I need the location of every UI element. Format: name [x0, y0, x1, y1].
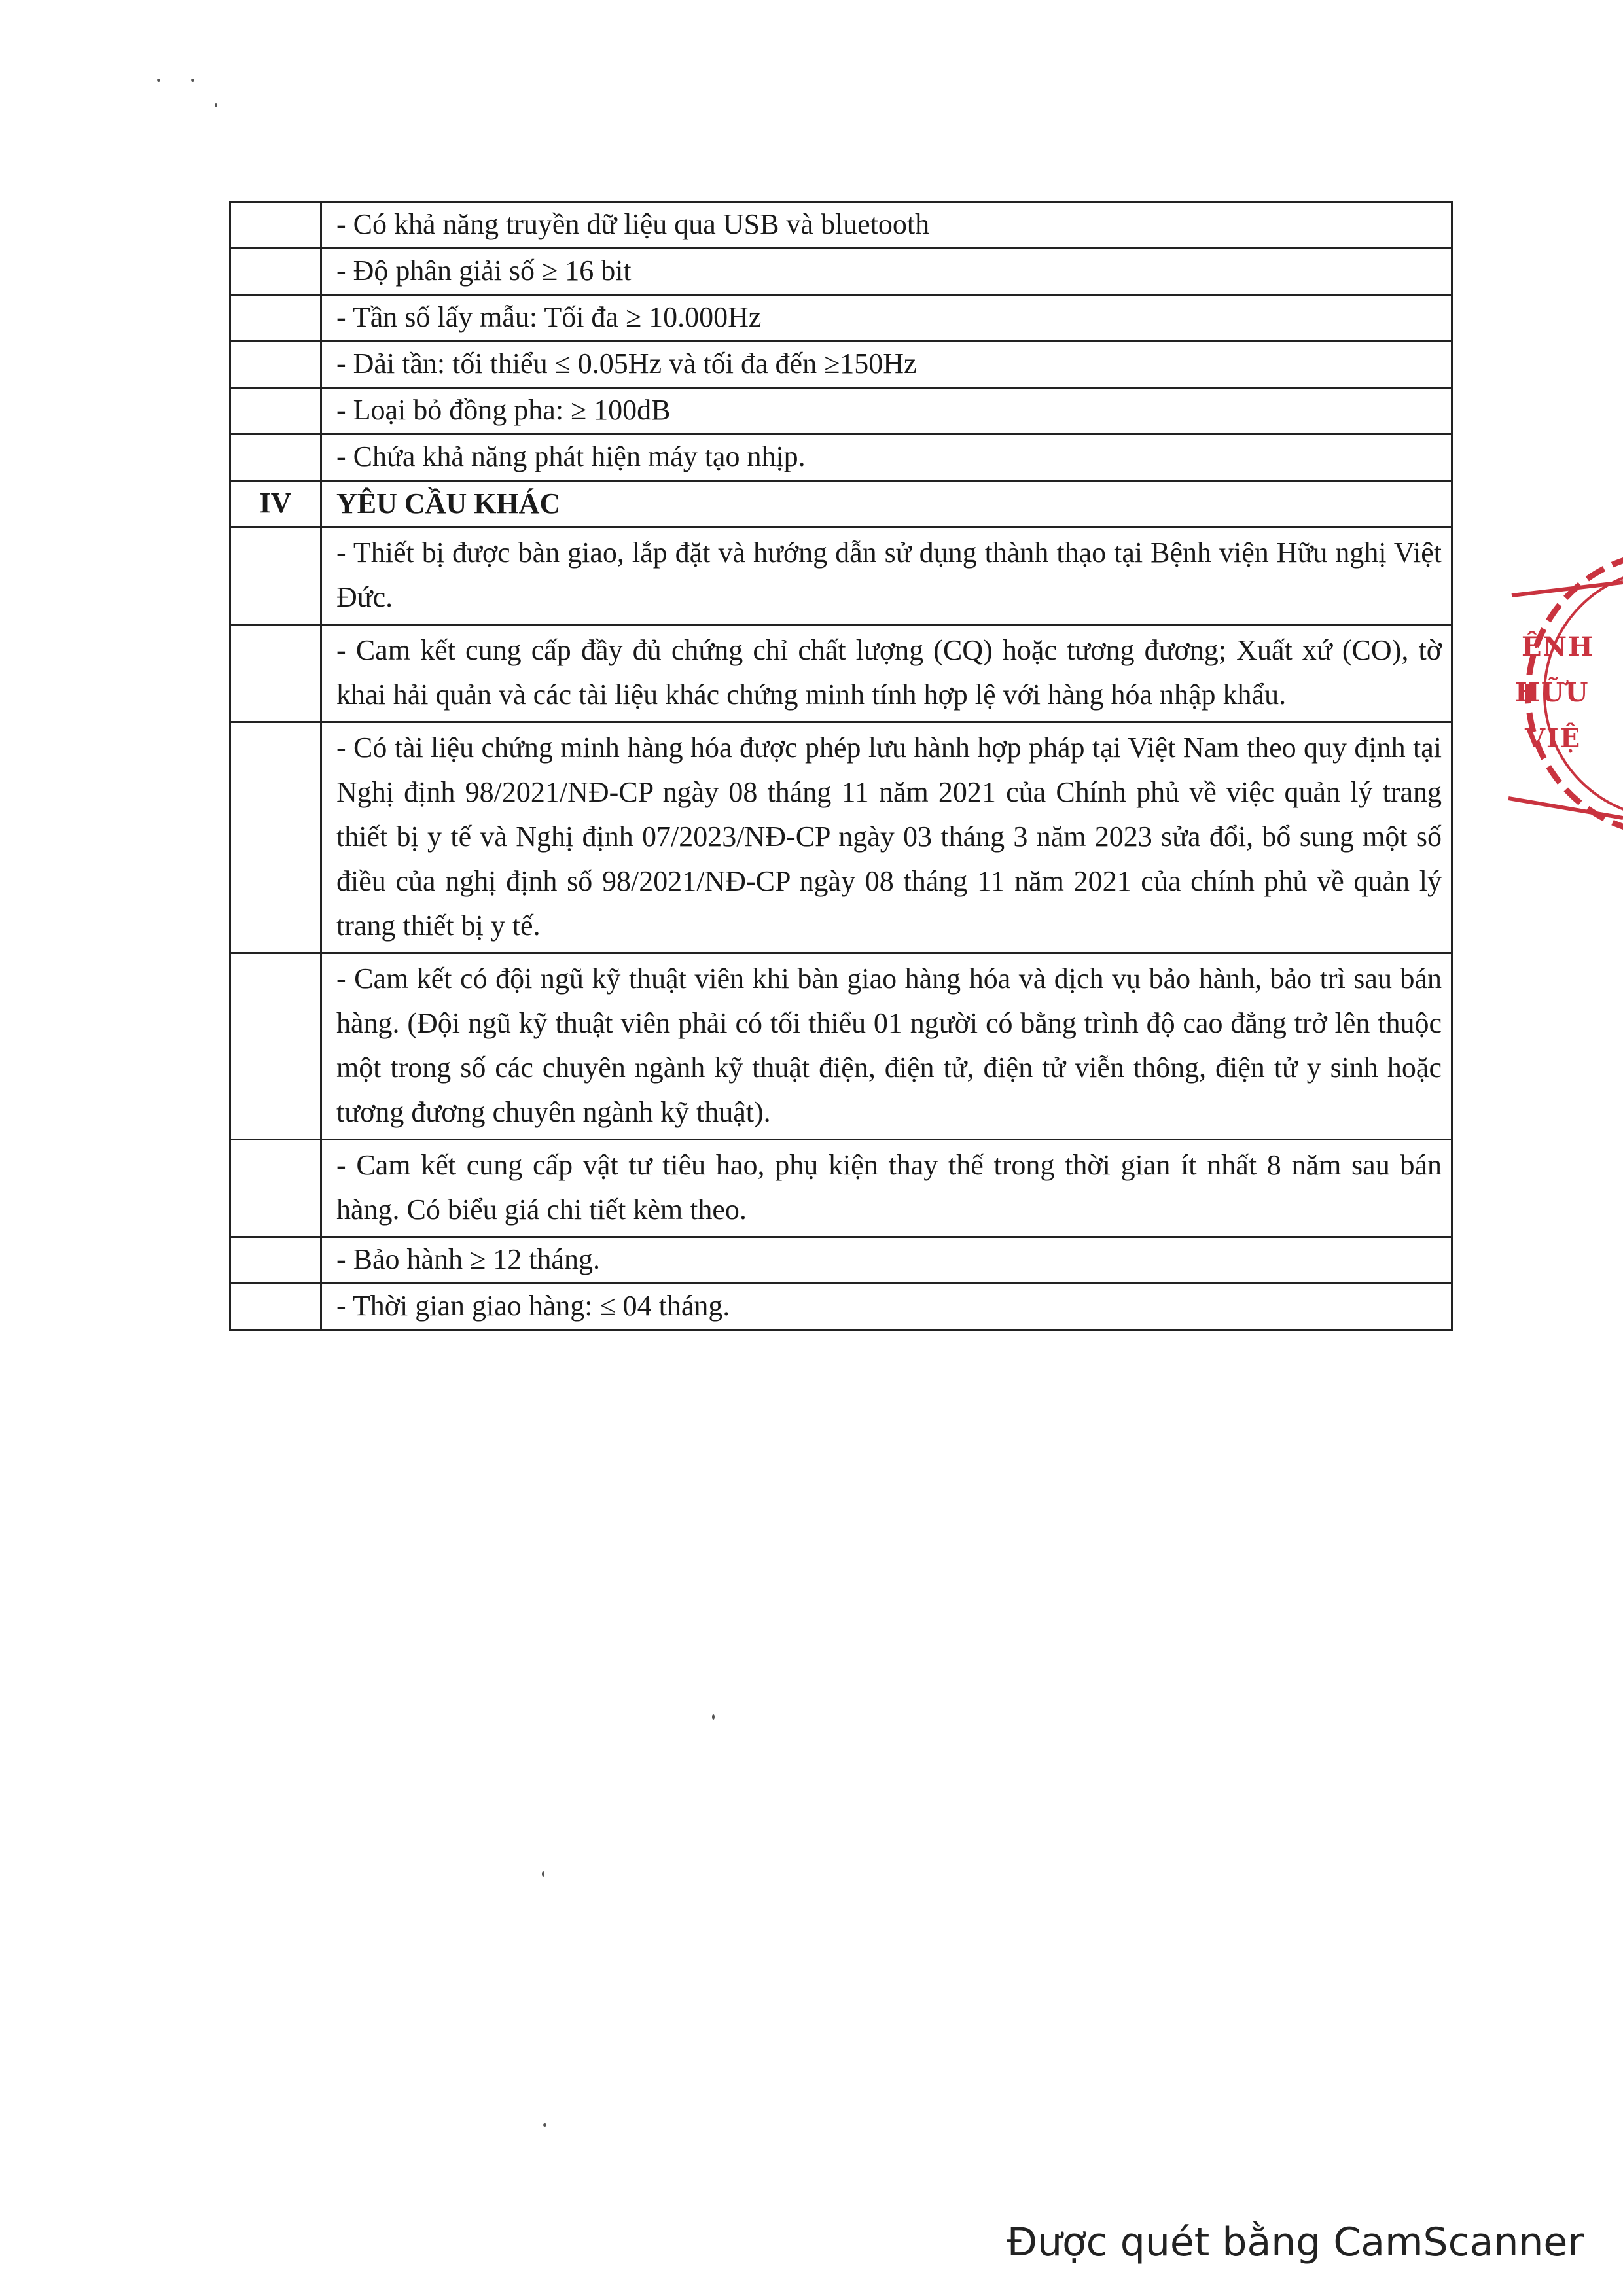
- requirements-table: [229, 201, 1453, 1331]
- table-row: [230, 388, 1452, 434]
- scan-speck: [215, 103, 217, 107]
- table-row: [230, 202, 1452, 249]
- row-number: [230, 342, 321, 388]
- requirement-text: - Cam kết cung cấp đầy đủ chứng chỉ chất lượng (CQ) hoặc tương đương; Xuất xứ (CO), tờ khai hải quản và các tài liệu khác chứng minh tính hợp lệ với hàng hóa nhập khẩu.: [321, 625, 1452, 722]
- table-row: [230, 625, 1452, 722]
- scan-speck: [191, 79, 194, 82]
- scan-speck: [712, 1714, 715, 1720]
- requirement-text: - Có khả năng truyền dữ liệu qua USB và bluetooth: [321, 202, 1452, 249]
- requirement-text: - Tần số lấy mẫu: Tối đa ≥ 10.000Hz: [321, 295, 1452, 342]
- requirement-text: - Độ phân giải số ≥ 16 bit: [321, 249, 1452, 295]
- row-number: [230, 249, 321, 295]
- row-number: [230, 1237, 321, 1284]
- camscanner-watermark: Được quét bằng CamScanner: [1007, 2219, 1584, 2265]
- section-title: YÊU CẦU KHÁC: [321, 481, 1452, 527]
- scan-speck: [157, 79, 160, 82]
- table-row: [230, 953, 1452, 1140]
- row-number: [230, 953, 321, 1140]
- table-row: [230, 249, 1452, 295]
- section-row: [230, 481, 1452, 527]
- requirement-text: - Dải tần: tối thiểu ≤ 0.05Hz và tối đa đến ≥150Hz: [321, 342, 1452, 388]
- seal-text: VIỆ: [1525, 723, 1582, 754]
- requirement-text: - Thời gian giao hàng: ≤ 04 tháng.: [321, 1284, 1452, 1330]
- requirement-text: - Cam kết có đội ngũ kỹ thuật viên khi bàn giao hàng hóa và dịch vụ bảo hành, bảo trì sau bán hàng. (Đội ngũ kỹ thuật viên phải có tối thiểu 01 người có bằng trình độ cao đẳng trở lên thuộc một trong số các chuyên ngành kỹ thuật điện, điện tử, điện tử viễn thông, điện tử y sinh hoặc tương đương chuyên ngành kỹ thuật).: [321, 953, 1452, 1140]
- requirement-text: - Có tài liệu chứng minh hàng hóa được phép lưu hành hợp pháp tại Việt Nam theo quy định tại Nghị định 98/2021/NĐ-CP ngày 08 tháng 11 năm 2021 của Chính phủ về việc quản lý trang thiết bị y tế và Nghị định 07/2023/NĐ-CP ngày 03 tháng 3 năm 2023 sửa đổi, bổ sung một số điều của nghị định số 98/2021/NĐ-CP ngày 08 tháng 11 năm 2021 của chính phủ về quản lý trang thiết bị y tế.: [321, 722, 1452, 953]
- table-row: [230, 527, 1452, 625]
- table-row: [230, 295, 1452, 342]
- seal-text: ỆNH: [1522, 631, 1594, 662]
- row-number: [230, 1284, 321, 1330]
- scan-speck: [542, 1871, 544, 1877]
- table-row: [230, 434, 1452, 481]
- row-number: [230, 722, 321, 953]
- table-row: [230, 722, 1452, 953]
- row-number: [230, 202, 321, 249]
- scan-speck: [543, 2123, 546, 2127]
- requirement-text: - Cam kết cung cấp vật tư tiêu hao, phụ kiện thay thế trong thời gian ít nhất 8 năm sau bán hàng. Có biểu giá chi tiết kèm theo.: [321, 1140, 1452, 1237]
- row-number: [230, 388, 321, 434]
- requirement-text: - Bảo hành ≥ 12 tháng.: [321, 1237, 1452, 1284]
- table-row: [230, 342, 1452, 388]
- row-number: [230, 434, 321, 481]
- table-row: [230, 1140, 1452, 1237]
- row-number: [230, 295, 321, 342]
- row-number: [230, 1140, 321, 1237]
- row-number: [230, 527, 321, 625]
- requirement-text: - Thiết bị được bàn giao, lắp đặt và hướng dẫn sử dụng thành thạo tại Bệnh viện Hữu nghị Việt Đức.: [321, 527, 1452, 625]
- requirement-text: - Chứa khả năng phát hiện máy tạo nhịp.: [321, 434, 1452, 481]
- requirement-text: - Loại bỏ đồng pha: ≥ 100dB: [321, 388, 1452, 434]
- section-number: IV: [230, 481, 321, 527]
- table-row: [230, 1284, 1452, 1330]
- row-number: [230, 625, 321, 722]
- seal-text: HỮU: [1515, 677, 1590, 708]
- table-row: [230, 1237, 1452, 1284]
